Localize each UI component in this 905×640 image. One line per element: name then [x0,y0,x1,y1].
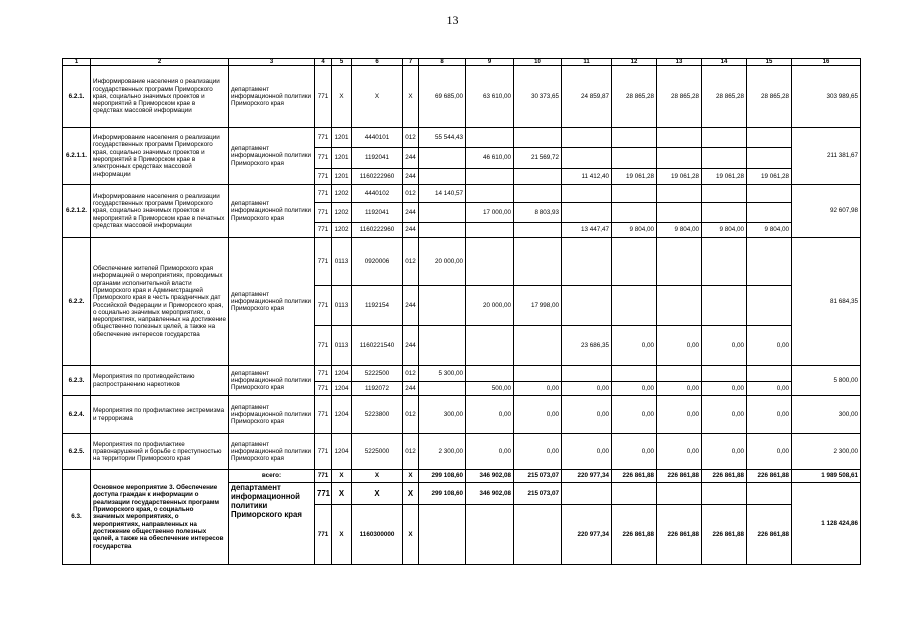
cell: 012 [403,128,419,148]
cell [466,505,514,565]
cell: 21 569,72 [514,148,562,169]
cell: 012 [403,396,419,434]
cell [702,148,747,169]
header-cell: 11 [562,59,612,66]
cell: 9 804,00 [702,223,747,238]
cell [466,366,514,382]
header-cell: 6 [352,59,403,66]
cell: 771 [315,238,332,286]
cell: 1202 [332,185,352,203]
cell: 1192154 [352,286,403,326]
row-code: 6.2.1.1. [63,128,91,185]
cell: 11 412,40 [562,169,612,185]
row-dept: департамент информационной политики Приморского края [229,366,315,396]
cell: 771 [315,505,332,565]
row-name: Информирование населения о реализации государственных программ Приморского края, социально значимых проектов и мероприятий в Приморском крае в печатных средствах массовой информации [91,185,229,238]
cell: 19 061,28 [657,169,702,185]
cell [657,128,702,148]
table-row [63,185,861,203]
cell [514,223,562,238]
header-cell: 9 [466,59,514,66]
cell [702,483,747,505]
cell: 771 [315,185,332,203]
cell: 1160222960 [352,169,403,185]
cell: 012 [403,185,419,203]
row-dept: департамент информационной политики Приморского края [229,434,315,470]
cell [612,286,657,326]
cell: 226 861,88 [702,505,747,565]
header-cell: 10 [514,59,562,66]
cell: 1160222960 [352,223,403,238]
cell: 28 865,28 [702,66,747,128]
header-cell: 5 [332,59,352,66]
cell: 244 [403,326,419,366]
cell: 0,00 [612,396,657,434]
cell: 28 865,28 [747,66,792,128]
cell [657,286,702,326]
cell: 20 000,00 [419,238,466,286]
cell: 1160221540 [352,326,403,366]
cell [562,185,612,203]
cell: 771 [315,366,332,382]
cell: 1202 [332,223,352,238]
row-dept: департамент информационной политики Приморского края [229,66,315,128]
cell [747,128,792,148]
budget-table [62,58,861,565]
cell: 55 544,43 [419,128,466,148]
cell: 0,00 [562,434,612,470]
cell: 0,00 [747,396,792,434]
row-name: Мероприятия по противодействию распространению наркотиков [91,366,229,396]
cell: 0,00 [514,382,562,396]
cell: X [403,505,419,565]
cell [514,128,562,148]
cell: 0113 [332,326,352,366]
cell: 1202 [332,203,352,223]
cell: 771 [315,434,332,470]
cell [514,505,562,565]
cell: 244 [403,223,419,238]
cell: 0,00 [612,382,657,396]
cell: 1 989 508,61 [792,470,861,483]
cell: 28 865,28 [612,66,657,128]
cell [419,382,466,396]
cell: X [332,66,352,128]
cell: 771 [315,148,332,169]
cell: 19 061,28 [612,169,657,185]
row-dept: департамент информационной политики Приморского края [229,128,315,185]
cell: 771 [315,169,332,185]
cell [612,366,657,382]
row-total: 1 128 424,86 [792,483,861,565]
cell [562,148,612,169]
cell [419,223,466,238]
cell [612,203,657,223]
cell: 4440101 [352,128,403,148]
cell: 226 861,88 [747,505,792,565]
cell [419,286,466,326]
cell: 1192041 [352,148,403,169]
row-name: Основное мероприятие 3. Обеспечение доступа граждан к информации о реализации государственных программ Приморского края, о социально значимых мероприятиях, о мероприятиях, направленных на достижение общественно полезных целей, а также на обеспечение интересов государства [91,470,229,565]
cell: 0,00 [466,434,514,470]
table-row [63,66,861,128]
cell: 0,00 [612,434,657,470]
cell [612,483,657,505]
header-cell: 1 [63,59,91,66]
row-total: 211 381,67 [792,128,861,185]
cell: 9 804,00 [747,223,792,238]
cell [514,326,562,366]
cell: 244 [403,286,419,326]
cell: 20 000,00 [466,286,514,326]
cell: 244 [403,382,419,396]
cell [612,128,657,148]
header-cell: 4 [315,59,332,66]
cell: 215 073,07 [514,470,562,483]
header-cell: 7 [403,59,419,66]
row-name: Мероприятия по профилактике экстремизма и терроризма [91,396,229,434]
row-dept: департамент информационной политики Приморского края [229,238,315,366]
row-dept: департамент информационной политики Приморского края [229,396,315,434]
cell: 9 804,00 [612,223,657,238]
cell: 226 861,88 [657,470,702,483]
cell: 1204 [332,382,352,396]
cell: 0,00 [657,434,702,470]
cell: 1204 [332,396,352,434]
header-row [63,59,861,66]
cell [562,483,612,505]
row-total: 5 800,00 [792,366,861,396]
cell [419,203,466,223]
row-code: 6.2.4. [63,396,91,434]
cell [747,286,792,326]
cell: 24 859,87 [562,66,612,128]
cell [612,148,657,169]
cell [747,238,792,286]
cell: 5225000 [352,434,403,470]
cell: 771 [315,286,332,326]
cell: X [403,483,419,505]
cell: 0,00 [612,326,657,366]
cell: 19 061,28 [702,169,747,185]
cell: 226 861,88 [612,470,657,483]
cell: 0,00 [702,326,747,366]
cell: 500,00 [466,382,514,396]
cell: 0,00 [562,382,612,396]
cell: 46 610,00 [466,148,514,169]
cell: X [403,470,419,483]
cell: 244 [403,203,419,223]
cell: 63 610,00 [466,66,514,128]
cell [466,223,514,238]
row-dept: департамент информационной политики Приморского края [229,185,315,238]
cell: 299 108,60 [419,483,466,505]
row-name: Информирование населения о реализации государственных программ Приморского края, социально значимых проектов и мероприятий в Приморском крае в средствах массовой информации [91,66,229,128]
cell [466,185,514,203]
row-code: 6.3. [63,470,91,565]
table-row [63,434,861,470]
cell: 0,00 [702,396,747,434]
cell [514,366,562,382]
row-name: Обеспечение жителей Приморского края информацией о мероприятиях, проводимых органами исполнительной власти Приморского края и Администрацией Приморского края в честь праздничных дат Российской Федерации и Приморского края, о социально значимых мероприятиях, о мероприятиях, направленных на достижение общественно полезных целей, а также на обеспечение интересов государства [91,238,229,366]
cell [747,185,792,203]
cell: 0113 [332,286,352,326]
table-row [63,366,861,382]
cell [419,169,466,185]
header-cell: 12 [612,59,657,66]
cell [702,203,747,223]
cell: 0,00 [514,434,562,470]
table-row [63,470,861,483]
cell: 226 861,88 [747,470,792,483]
cell: 226 861,88 [702,470,747,483]
cell [514,169,562,185]
cell: 346 902,08 [466,483,514,505]
header-cell: 14 [702,59,747,66]
cell: X [403,66,419,128]
page-number: 13 [446,13,459,27]
cell: 8 803,93 [514,203,562,223]
table-row [63,128,861,148]
row-name: Мероприятия по профилактике правонарушений и борьбе с преступностью на территории Приморского края [91,434,229,470]
cell [419,505,466,565]
cell: 303 989,65 [792,66,861,128]
cell [466,169,514,185]
cell: 299 108,60 [419,470,466,483]
cell [702,238,747,286]
cell [702,366,747,382]
cell: 0,00 [747,382,792,396]
cell: 1201 [332,148,352,169]
header-cell: 3 [229,59,315,66]
cell: 0,00 [657,326,702,366]
cell [466,326,514,366]
cell: 771 [315,66,332,128]
cell [562,128,612,148]
row-total: 92 607,98 [792,185,861,238]
cell: 226 861,88 [657,505,702,565]
cell: 9 804,00 [657,223,702,238]
cell [562,203,612,223]
cell: X [332,470,352,483]
row-code: 6.2.5. [63,434,91,470]
cell: 0,00 [514,396,562,434]
cell [657,148,702,169]
cell: 1160300000 [352,505,403,565]
cell: 771 [315,223,332,238]
cell: 771 [315,382,332,396]
cell: 0,00 [562,396,612,434]
cell [562,286,612,326]
row-code: 6.2.1.2. [63,185,91,238]
cell [562,366,612,382]
cell: 0113 [332,238,352,286]
cell [702,128,747,148]
cell: 5223800 [352,396,403,434]
cell: 771 [315,396,332,434]
cell: 4440102 [352,185,403,203]
row-dept: департамент информационной политики Приморского края [229,483,315,565]
row-code: 6.2.1. [63,66,91,128]
cell: 30 373,65 [514,66,562,128]
cell: 2 300,00 [419,434,466,470]
cell [657,185,702,203]
cell [466,238,514,286]
cell [657,366,702,382]
cell [747,203,792,223]
cell: 771 [315,326,332,366]
cell: 771 [315,203,332,223]
cell [747,148,792,169]
cell: 1204 [332,434,352,470]
cell: 771 [315,128,332,148]
cell: 244 [403,148,419,169]
cell: 17 998,00 [514,286,562,326]
cell [514,238,562,286]
cell: 23 686,35 [562,326,612,366]
cell: 0,00 [657,396,702,434]
header-cell: 15 [747,59,792,66]
cell [419,326,466,366]
cell: 1201 [332,169,352,185]
cell: 5 300,00 [419,366,466,382]
cell: 1201 [332,128,352,148]
cell: 19 061,28 [747,169,792,185]
cell: 771 [315,483,332,505]
cell: 215 073,07 [514,483,562,505]
cell [657,238,702,286]
cell [419,148,466,169]
cell: 226 861,88 [612,505,657,565]
header-cell: 13 [657,59,702,66]
cell: 28 865,28 [657,66,702,128]
cell: 0,00 [747,326,792,366]
cell: 13 447,47 [562,223,612,238]
row-name: Информирование населения о реализации государственных программ Приморского края, социально значимых проектов и мероприятий в Приморском крае в электронных средствах массовой информации [91,128,229,185]
cell [514,185,562,203]
cell: 0920006 [352,238,403,286]
header-cell: 2 [91,59,229,66]
cell [747,483,792,505]
cell: 0,00 [657,382,702,396]
cell: 012 [403,434,419,470]
cell [702,185,747,203]
cell: 14 140,57 [419,185,466,203]
header-cell: 8 [419,59,466,66]
cell: 300,00 [792,396,861,434]
row-total: 81 684,35 [792,238,861,366]
cell: X [352,470,403,483]
row-code: 6.2.3. [63,366,91,396]
cell [702,286,747,326]
cell [612,238,657,286]
total-label: всего: [229,470,315,483]
cell: X [352,66,403,128]
cell: 2 300,00 [792,434,861,470]
cell [657,483,702,505]
cell: 012 [403,238,419,286]
cell: 012 [403,366,419,382]
cell: 0,00 [702,382,747,396]
cell [747,366,792,382]
cell: 0,00 [702,434,747,470]
cell: 300,00 [419,396,466,434]
cell [562,238,612,286]
cell: X [332,483,352,505]
cell: 1204 [332,366,352,382]
row-code: 6.2.2. [63,238,91,366]
cell: 1192041 [352,203,403,223]
cell: 17 000,00 [466,203,514,223]
cell: 244 [403,169,419,185]
cell: 5222500 [352,366,403,382]
cell: 0,00 [466,396,514,434]
cell: X [352,483,403,505]
table-row [63,238,861,286]
cell [657,203,702,223]
table-row [63,396,861,434]
header-cell: 16 [792,59,861,66]
cell: 220 977,34 [562,505,612,565]
cell: 1192072 [352,382,403,396]
cell [612,185,657,203]
cell: 346 902,08 [466,470,514,483]
cell: 0,00 [747,434,792,470]
cell: 220 977,34 [562,470,612,483]
cell: 771 [315,470,332,483]
cell: X [332,505,352,565]
cell [466,128,514,148]
cell: 69 685,00 [419,66,466,128]
